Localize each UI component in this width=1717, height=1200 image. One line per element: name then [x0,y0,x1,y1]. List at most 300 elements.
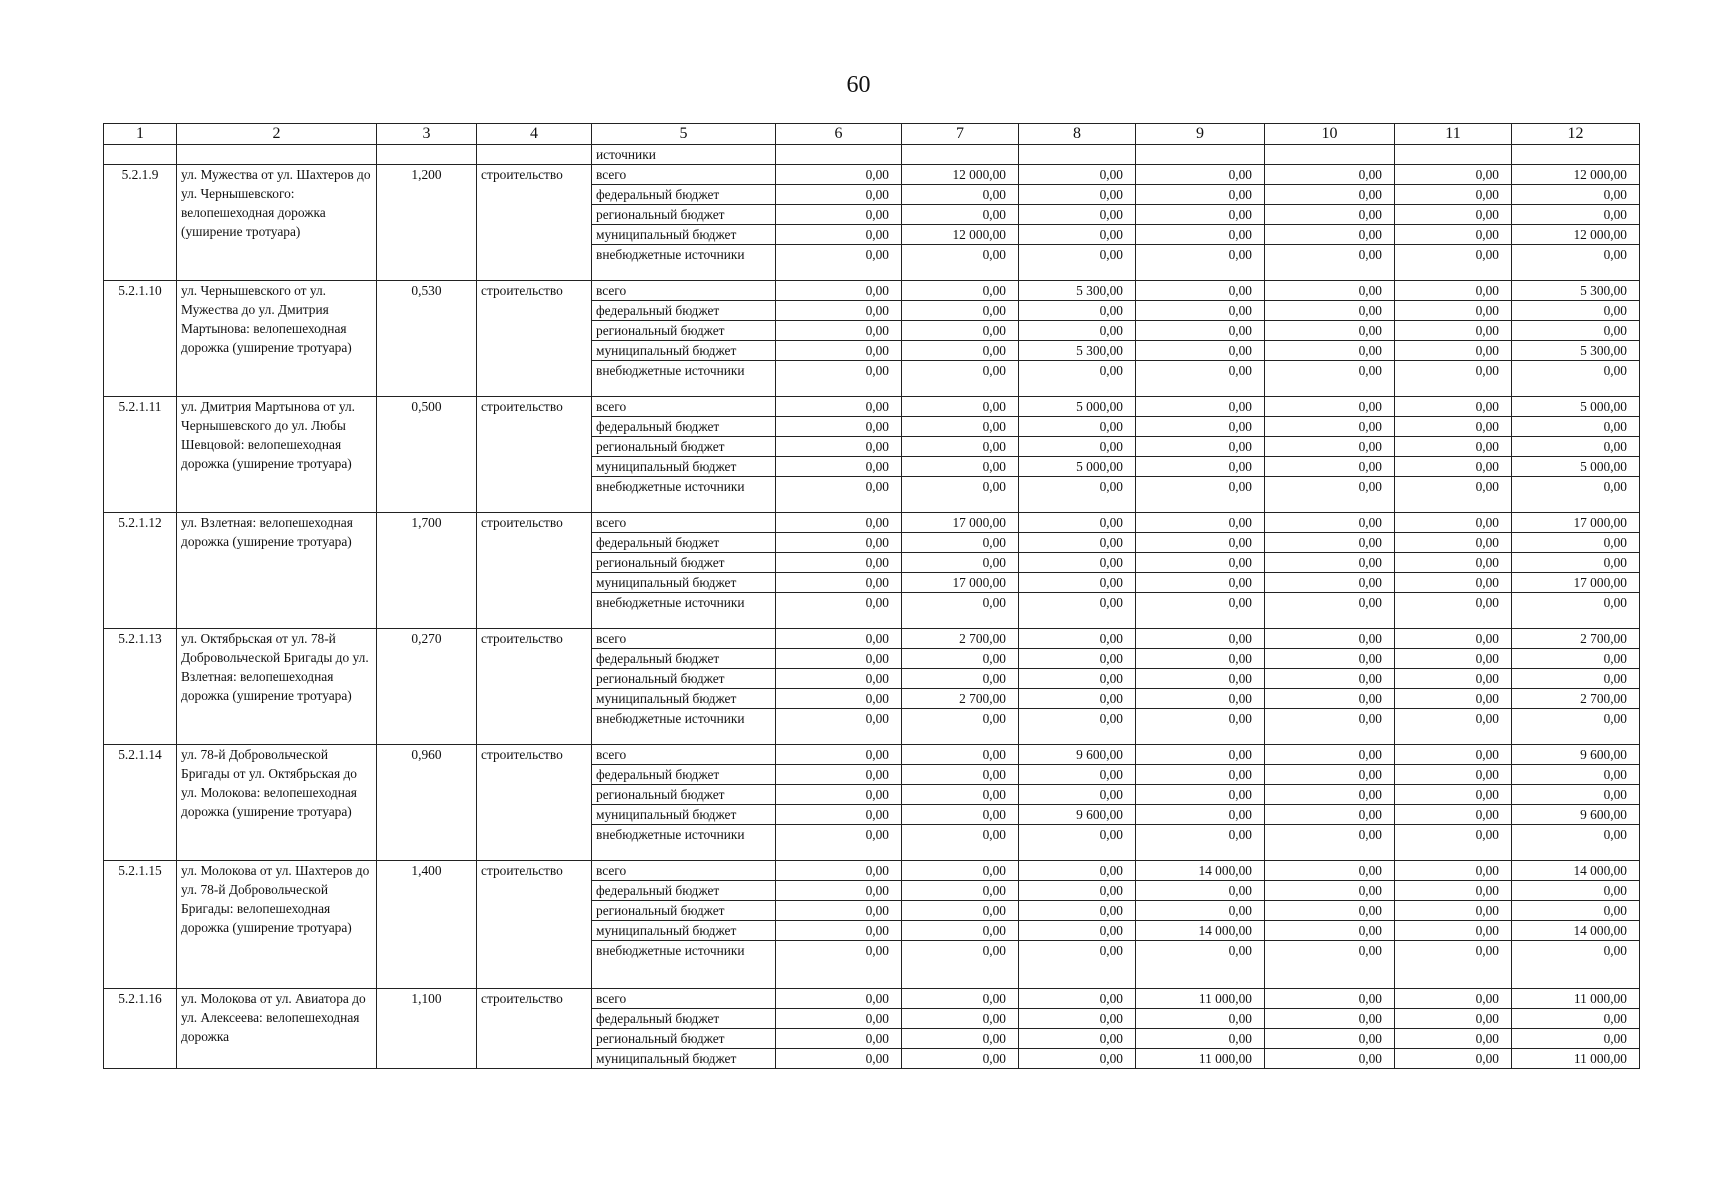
column-header: 5 [592,124,776,145]
source-label: муниципальный бюджет [592,457,776,477]
source-label: федеральный бюджет [592,649,776,669]
value-cell: 0,00 [1265,245,1395,281]
value-cell: 0,00 [1136,457,1265,477]
item-name: ул. 78-й Добровольческой Бригады от ул. Октябрьская до ул. Молокова: велопешеходная дорожка (уширение тротуара) [177,745,377,861]
value-cell: 0,00 [1136,477,1265,513]
value-cell: 0,00 [1136,533,1265,553]
value-cell: 2 700,00 [1512,629,1640,649]
table-row [104,281,1640,301]
value-cell: 0,00 [776,593,902,629]
value-cell: 0,00 [776,649,902,669]
item-type: строительство [477,629,592,745]
value-cell: 0,00 [1512,321,1640,341]
value-cell: 0,00 [776,553,902,573]
column-header: 10 [1265,124,1395,145]
value-cell: 0,00 [1136,805,1265,825]
value-cell: 0,00 [1136,245,1265,281]
value-cell: 0,00 [1019,553,1136,573]
table-row [104,513,1640,533]
source-label: всего [592,165,776,185]
value-cell: 9 600,00 [1019,805,1136,825]
header-row [104,124,1640,145]
value-cell: 0,00 [902,281,1019,301]
value-cell: 0,00 [1019,989,1136,1009]
value-cell: 14 000,00 [1136,921,1265,941]
value-cell: 0,00 [1265,321,1395,341]
carry-over-row [104,145,1640,165]
value-cell: 0,00 [1265,301,1395,321]
value-cell: 0,00 [776,921,902,941]
value-cell: 0,00 [902,941,1019,989]
source-label: муниципальный бюджет [592,689,776,709]
source-label: муниципальный бюджет [592,921,776,941]
value-cell: 0,00 [1265,861,1395,881]
value-cell: 0,00 [1136,825,1265,861]
value-cell: 5 300,00 [1512,281,1640,301]
value-cell: 0,00 [1395,593,1512,629]
item-name: ул. Молокова от ул. Авиатора до ул. Алексеева: велопешеходная дорожка [177,989,377,1069]
value-cell: 0,00 [1019,785,1136,805]
value-cell: 0,00 [1265,649,1395,669]
value-cell: 0,00 [1265,1049,1395,1069]
value-cell: 0,00 [1265,225,1395,245]
item-length: 0,270 [377,629,477,745]
value-cell: 0,00 [1395,709,1512,745]
value-cell: 0,00 [1265,825,1395,861]
item-length: 1,700 [377,513,477,629]
value-cell: 0,00 [1136,361,1265,397]
value-cell: 0,00 [902,457,1019,477]
value-cell: 0,00 [776,361,902,397]
value-cell: 0,00 [1136,397,1265,417]
value-cell: 0,00 [1019,1049,1136,1069]
value-cell: 0,00 [1512,553,1640,573]
value-cell: 0,00 [1512,765,1640,785]
value-cell: 0,00 [902,245,1019,281]
table-row [104,745,1640,765]
value-cell: 0,00 [776,245,902,281]
value-cell: 0,00 [776,185,902,205]
item-length: 1,100 [377,989,477,1069]
value-cell: 5 300,00 [1512,341,1640,361]
item-name: ул. Октябрьская от ул. 78-й Добровольческой Бригады до ул. Взлетная: велопешеходная дорожка (уширение тротуара) [177,629,377,745]
value-cell: 0,00 [1265,989,1395,1009]
value-cell: 0,00 [776,513,902,533]
item-code: 5.2.1.14 [104,745,177,861]
value-cell: 0,00 [902,785,1019,805]
value-cell: 5 000,00 [1019,457,1136,477]
source-label: внебюджетные источники [592,245,776,281]
value-cell: 2 700,00 [1512,689,1640,709]
value-cell: 0,00 [1395,301,1512,321]
value-cell: 0,00 [1395,689,1512,709]
item-type: строительство [477,281,592,397]
value-cell: 0,00 [1395,1009,1512,1029]
table-body [104,124,1640,1069]
value-cell: 12 000,00 [1512,225,1640,245]
value-cell: 0,00 [1265,513,1395,533]
value-cell: 0,00 [1395,457,1512,477]
value-cell: 0,00 [1395,361,1512,397]
item-code: 5.2.1.16 [104,989,177,1069]
value-cell: 0,00 [1265,417,1395,437]
column-header: 9 [1136,124,1265,145]
value-cell: 0,00 [1265,1009,1395,1029]
value-cell: 0,00 [1136,225,1265,245]
value-cell: 0,00 [776,941,902,989]
value-cell: 0,00 [1265,765,1395,785]
item-name: ул. Дмитрия Мартынова от ул. Чернышевского до ул. Любы Шевцовой: велопешеходная дорожка (уширение тротуара) [177,397,377,513]
value-cell: 0,00 [776,417,902,437]
item-length: 0,500 [377,397,477,513]
value-cell: 0,00 [1136,881,1265,901]
value-cell: 0,00 [1136,417,1265,437]
value-cell: 12 000,00 [902,165,1019,185]
value-cell: 0,00 [776,1009,902,1029]
value-cell: 0,00 [776,437,902,457]
value-cell: 0,00 [902,669,1019,689]
value-cell: 14 000,00 [1136,861,1265,881]
value-cell: 0,00 [1395,321,1512,341]
source-label: муниципальный бюджет [592,341,776,361]
value-cell: 0,00 [776,341,902,361]
source-label: муниципальный бюджет [592,805,776,825]
value-cell: 0,00 [902,477,1019,513]
value-cell: 0,00 [1019,225,1136,245]
value-cell: 0,00 [1395,861,1512,881]
value-cell: 0,00 [902,185,1019,205]
source-label: внебюджетные источники [592,709,776,745]
value-cell: 5 000,00 [1019,397,1136,417]
source-label: всего [592,861,776,881]
value-cell: 0,00 [902,989,1019,1009]
item-name: ул. Мужества от ул. Шахтеров до ул. Чернышевского: велопешеходная дорожка (уширение тротуара) [177,165,377,281]
value-cell: 5 000,00 [1512,457,1640,477]
source-label: федеральный бюджет [592,765,776,785]
source-label: региональный бюджет [592,553,776,573]
value-cell: 0,00 [1136,593,1265,629]
value-cell: 0,00 [902,1009,1019,1029]
value-cell: 0,00 [1395,513,1512,533]
source-label: всего [592,281,776,301]
value-cell: 0,00 [1265,437,1395,457]
value-cell: 0,00 [1136,573,1265,593]
item-code: 5.2.1.12 [104,513,177,629]
value-cell: 9 600,00 [1512,805,1640,825]
source-label: внебюджетные источники [592,361,776,397]
value-cell: 0,00 [1265,397,1395,417]
item-name: ул. Молокова от ул. Шахтеров до ул. 78-й Добровольческой Бригады: велопешеходная дорожка (уширение тротуара) [177,861,377,989]
source-label: внебюджетные источники [592,477,776,513]
value-cell: 0,00 [1512,1009,1640,1029]
value-cell: 0,00 [1019,361,1136,397]
value-cell: 0,00 [1395,165,1512,185]
value-cell: 0,00 [902,397,1019,417]
value-cell: 0,00 [1019,573,1136,593]
source-label: федеральный бюджет [592,1009,776,1029]
value-cell: 0,00 [1136,165,1265,185]
source-label: региональный бюджет [592,901,776,921]
value-cell: 0,00 [1395,901,1512,921]
value-cell: 0,00 [1265,573,1395,593]
value-cell: 0,00 [1395,989,1512,1009]
value-cell: 0,00 [1136,689,1265,709]
value-cell: 0,00 [776,765,902,785]
value-cell: 0,00 [1019,1029,1136,1049]
value-cell: 0,00 [1395,553,1512,573]
value-cell: 0,00 [1265,901,1395,921]
value-cell: 0,00 [1019,861,1136,881]
value-cell: 0,00 [1265,709,1395,745]
value-cell: 0,00 [776,669,902,689]
value-cell: 0,00 [1019,185,1136,205]
value-cell: 0,00 [1019,629,1136,649]
item-length: 1,200 [377,165,477,281]
source-label: внебюджетные источники [592,941,776,989]
value-cell: 0,00 [902,709,1019,745]
value-cell: 0,00 [1136,1029,1265,1049]
value-cell: 0,00 [1265,341,1395,361]
source-label: федеральный бюджет [592,417,776,437]
value-cell: 0,00 [776,477,902,513]
value-cell: 0,00 [902,301,1019,321]
source-label: всего [592,989,776,1009]
value-cell: 0,00 [1265,669,1395,689]
value-cell: 0,00 [1395,225,1512,245]
column-header: 8 [1019,124,1136,145]
value-cell: 17 000,00 [902,573,1019,593]
table-row [104,629,1640,649]
value-cell: 0,00 [1136,941,1265,989]
value-cell: 0,00 [1265,533,1395,553]
column-header: 2 [177,124,377,145]
value-cell: 9 600,00 [1019,745,1136,765]
value-cell: 0,00 [1395,1029,1512,1049]
source-label: региональный бюджет [592,205,776,225]
value-cell: 0,00 [1136,301,1265,321]
value-cell: 0,00 [1395,281,1512,301]
budget-table [103,123,1640,1069]
value-cell: 0,00 [776,457,902,477]
value-cell: 0,00 [1019,477,1136,513]
value-cell: 0,00 [1512,649,1640,669]
value-cell: 0,00 [776,709,902,745]
value-cell: 0,00 [1395,745,1512,765]
value-cell: 0,00 [776,805,902,825]
value-cell: 0,00 [1136,765,1265,785]
item-name: ул. Взлетная: велопешеходная дорожка (уширение тротуара) [177,513,377,629]
value-cell: 0,00 [776,1049,902,1069]
value-cell: 0,00 [1019,941,1136,989]
item-code: 5.2.1.13 [104,629,177,745]
value-cell: 0,00 [776,321,902,341]
value-cell: 0,00 [1265,921,1395,941]
value-cell: 0,00 [1136,709,1265,745]
value-cell: 0,00 [1265,361,1395,397]
value-cell: 0,00 [1395,669,1512,689]
value-cell: 2 700,00 [902,629,1019,649]
value-cell: 0,00 [1019,921,1136,941]
value-cell: 0,00 [1395,941,1512,989]
value-cell: 0,00 [776,989,902,1009]
value-cell: 0,00 [776,861,902,881]
value-cell: 0,00 [1136,669,1265,689]
value-cell: 0,00 [1395,573,1512,593]
value-cell: 0,00 [1395,805,1512,825]
column-header: 4 [477,124,592,145]
source-label: муниципальный бюджет [592,225,776,245]
value-cell: 0,00 [1512,881,1640,901]
value-cell: 14 000,00 [1512,861,1640,881]
item-length: 0,530 [377,281,477,397]
column-header: 3 [377,124,477,145]
value-cell: 0,00 [1019,765,1136,785]
value-cell: 0,00 [1512,245,1640,281]
value-cell: 0,00 [1265,1029,1395,1049]
table-row [104,397,1640,417]
item-type: строительство [477,165,592,281]
value-cell: 0,00 [1019,513,1136,533]
value-cell: 5 300,00 [1019,281,1136,301]
value-cell: 0,00 [1512,901,1640,921]
value-cell: 12 000,00 [902,225,1019,245]
item-type: строительство [477,861,592,989]
value-cell: 0,00 [1512,533,1640,553]
value-cell: 0,00 [1136,553,1265,573]
value-cell: 0,00 [1512,185,1640,205]
source-label: федеральный бюджет [592,533,776,553]
value-cell: 0,00 [902,861,1019,881]
column-header: 6 [776,124,902,145]
value-cell: 0,00 [1265,281,1395,301]
value-cell: 0,00 [1395,921,1512,941]
item-name: ул. Чернышевского от ул. Мужества до ул. Дмитрия Мартынова: велопешеходная дорожка (уширение тротуара) [177,281,377,397]
value-cell: 0,00 [1136,437,1265,457]
value-cell: 0,00 [1019,245,1136,281]
value-cell: 0,00 [1395,437,1512,457]
item-length: 0,960 [377,745,477,861]
value-cell: 0,00 [902,921,1019,941]
value-cell: 0,00 [902,881,1019,901]
value-cell: 0,00 [1512,709,1640,745]
value-cell: 0,00 [1512,437,1640,457]
value-cell: 0,00 [902,745,1019,765]
item-type: строительство [477,513,592,629]
value-cell: 0,00 [1265,553,1395,573]
value-cell: 0,00 [776,629,902,649]
source-label: всего [592,397,776,417]
column-header: 7 [902,124,1019,145]
value-cell: 0,00 [1265,477,1395,513]
value-cell: 5 300,00 [1019,341,1136,361]
value-cell: 0,00 [1019,417,1136,437]
item-length: 1,400 [377,861,477,989]
value-cell: 0,00 [1265,881,1395,901]
value-cell: 0,00 [1395,477,1512,513]
value-cell: 0,00 [1395,397,1512,417]
value-cell: 0,00 [1019,1009,1136,1029]
value-cell: 0,00 [1512,477,1640,513]
item-code: 5.2.1.15 [104,861,177,989]
source-label: региональный бюджет [592,1029,776,1049]
item-code: 5.2.1.10 [104,281,177,397]
page-number: 60 [846,72,871,98]
value-cell: 0,00 [1512,1029,1640,1049]
value-cell: 0,00 [1395,825,1512,861]
source-label: внебюджетные источники [592,593,776,629]
value-cell: 0,00 [902,205,1019,225]
value-cell: 0,00 [1019,825,1136,861]
value-cell: 5 000,00 [1512,397,1640,417]
value-cell: 0,00 [1136,513,1265,533]
value-cell: 0,00 [902,321,1019,341]
value-cell: 0,00 [1395,341,1512,361]
source-label: источники [592,145,776,165]
value-cell: 0,00 [776,901,902,921]
value-cell: 0,00 [1136,629,1265,649]
value-cell: 0,00 [902,593,1019,629]
source-label: всего [592,513,776,533]
value-cell: 0,00 [1265,185,1395,205]
value-cell: 12 000,00 [1512,165,1640,185]
value-cell: 0,00 [1019,901,1136,921]
value-cell: 17 000,00 [902,513,1019,533]
value-cell: 17 000,00 [1512,573,1640,593]
value-cell: 0,00 [1395,533,1512,553]
source-label: всего [592,629,776,649]
value-cell: 0,00 [776,825,902,861]
value-cell: 0,00 [1512,417,1640,437]
item-type: строительство [477,745,592,861]
value-cell: 0,00 [902,533,1019,553]
value-cell: 0,00 [776,573,902,593]
value-cell: 0,00 [1136,321,1265,341]
source-label: региональный бюджет [592,669,776,689]
column-header: 1 [104,124,177,145]
value-cell: 0,00 [1265,805,1395,825]
value-cell: 0,00 [1395,649,1512,669]
source-label: внебюджетные источники [592,825,776,861]
item-code: 5.2.1.11 [104,397,177,513]
source-label: всего [592,745,776,765]
value-cell: 0,00 [1265,165,1395,185]
value-cell: 0,00 [902,437,1019,457]
value-cell: 0,00 [776,1029,902,1049]
source-label: федеральный бюджет [592,185,776,205]
source-label: региональный бюджет [592,785,776,805]
value-cell: 0,00 [902,1049,1019,1069]
value-cell: 0,00 [776,301,902,321]
value-cell: 0,00 [1512,205,1640,225]
value-cell: 9 600,00 [1512,745,1640,765]
value-cell: 0,00 [902,825,1019,861]
value-cell: 0,00 [776,533,902,553]
value-cell: 0,00 [1019,881,1136,901]
value-cell: 0,00 [776,881,902,901]
value-cell: 14 000,00 [1512,921,1640,941]
value-cell: 0,00 [1019,437,1136,457]
value-cell: 17 000,00 [1512,513,1640,533]
value-cell: 0,00 [776,397,902,417]
value-cell: 0,00 [1019,165,1136,185]
value-cell: 0,00 [1512,785,1640,805]
value-cell: 0,00 [1265,745,1395,765]
value-cell: 0,00 [1265,689,1395,709]
value-cell: 0,00 [1136,901,1265,921]
value-cell: 0,00 [776,205,902,225]
table-row [104,861,1640,881]
value-cell: 11 000,00 [1512,989,1640,1009]
